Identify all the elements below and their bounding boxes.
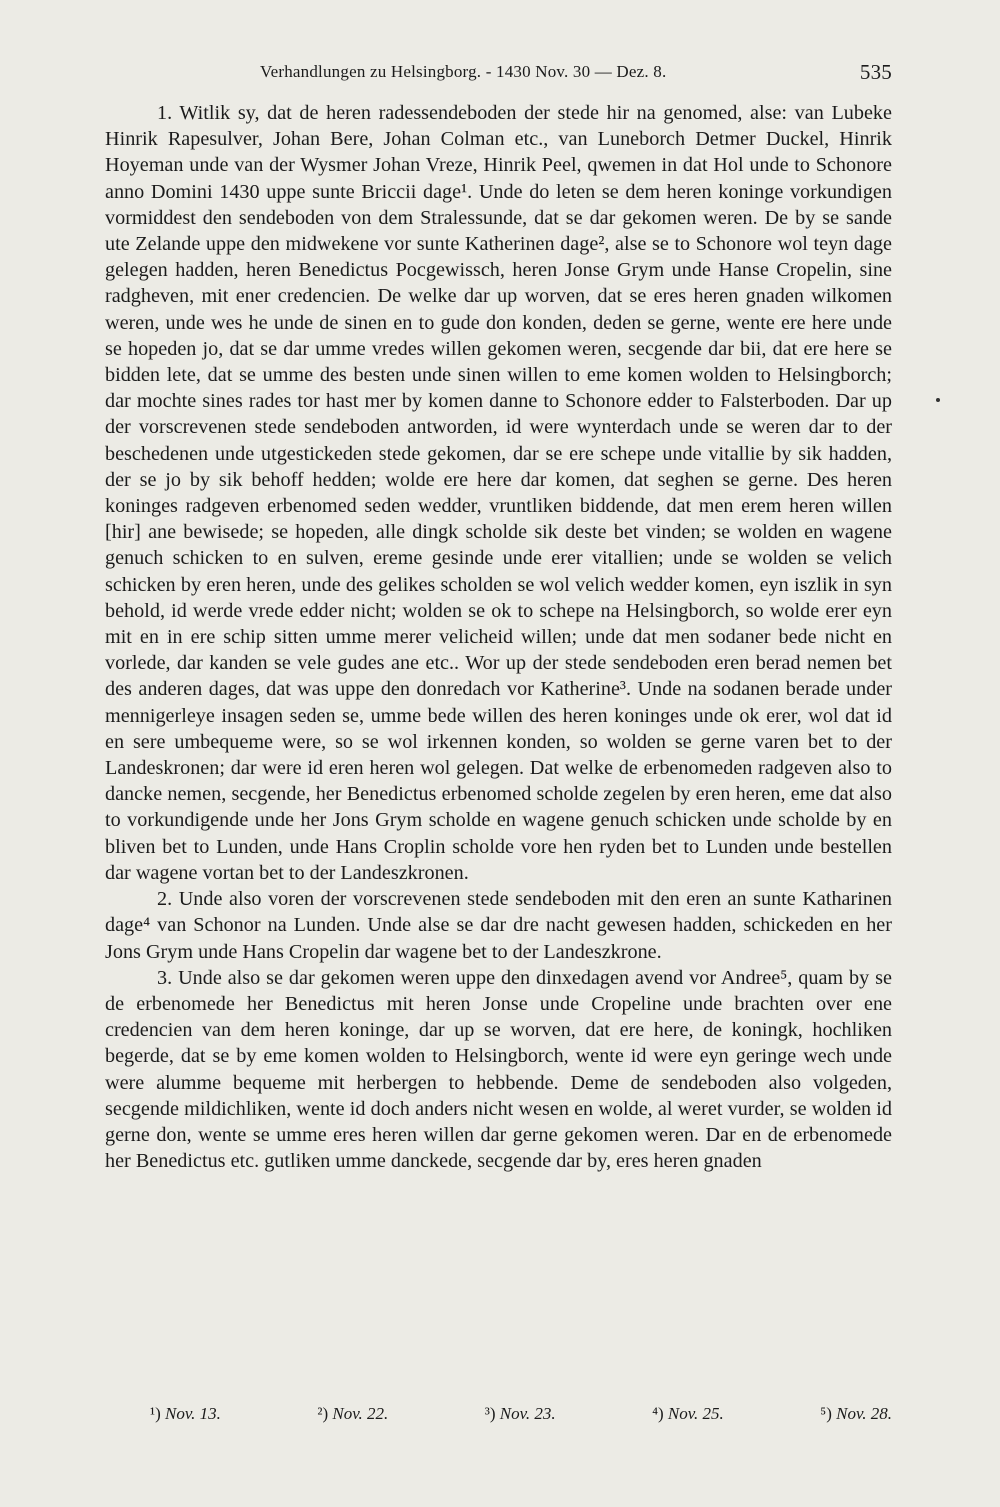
page-number: 535 xyxy=(859,60,892,84)
running-title: Verhandlungen zu Helsingborg. - 1430 Nov. 30 — Dez. 8. xyxy=(260,62,667,81)
footnote-mark: ²) xyxy=(317,1404,329,1423)
paragraph-2: 2. Unde also voren der vorscrevenen stede sendeboden mit den eren an sunte Katharinen dage⁴ van Schonor na Lunden. Unde alse se dar dre nacht gewesen hadden, schickeden en her Jons Grym unde Hans Cropelin dar wagene bet to der Landeszkrone. xyxy=(105,888,892,963)
footnotes xyxy=(150,1404,892,1424)
footnote-text: Nov. 22. xyxy=(332,1404,389,1423)
footnote-4 xyxy=(652,1404,724,1424)
body-text xyxy=(105,100,892,1174)
footnote-3 xyxy=(485,1404,556,1424)
page-header xyxy=(105,60,892,88)
footnote-mark: ⁴) xyxy=(652,1404,664,1423)
footnote-text: Nov. 28. xyxy=(836,1404,892,1423)
footnote-2 xyxy=(317,1404,388,1424)
footnote-5 xyxy=(820,1404,892,1424)
footnote-1 xyxy=(150,1404,221,1424)
footnote-text: Nov. 25. xyxy=(667,1404,724,1423)
footnote-mark: ³) xyxy=(484,1404,496,1423)
footnote-text: Nov. 23. xyxy=(499,1404,556,1423)
footnote-mark: ⁵) xyxy=(820,1404,832,1423)
paragraph-3: 3. Unde also se dar gekomen weren uppe den dinxedagen avend vor Andree⁵, quam by se de erbenomede her Benedictus mit heren Jonse unde Cropeline unde brachten over ene credencien van dem heren koninge, dar up se worven, dat ere here, de koningk, hochliken begerde, dat se by eme komen wolden to Helsingborch, wente id were eyn geringe wech unde were alumme bequeme mit herbergen to hebbende. Deme de sendeboden also volgeden, secgende mildichliken, wente id doch anders nicht wesen en wolde, al weret vurder, se wolden id gerne don, wente se umme eres heren willen dar gerne gekomen weren. Dar en de erbenomede her Benedictus etc. gutliken umme danckede, secgende dar by, eres heren gnaden xyxy=(105,966,892,1173)
paragraph-1: 1. Witlik sy, dat de heren radessendeboden der stede hir na genomed, alse: van Lubeke Hinrik Rapesulver, Johan Bere, Johan Colman etc., van Luneborch Detmer Duckel, Hinrik Hoyeman unde van der Wysmer Johan Vreze, Hinrik Peel, qwemen in dat Hol unde to Schonore anno Domini 1430 uppe sunte Briccii dage¹. Unde do leten se dem heren koninge vorkundigen vormiddest den sendeboden von dem Stralessunde, dat se dar gekomen weren. De by se sande ute Zelande uppe den midwekene vor sunte Katherinen dage², alse se to Schonore wol teyn dage gelegen hadden, heren Benedictus Pocgewissch, heren Jonse Grym unde Hanse Cropelin, sine radgheven, mit ener credencien. De welke dar up worven, dat se eres heren gnaden wilkomen weren, unde wes he unde de sinen en to gude don konden, deden se gerne, wente ere here unde se hopeden jo, dat se dar umme vredes willen gekomen weren, secgende dar bii, dat ere here se bidden lete, dat se umme des besten unde sinen willen to eme komen wolden to Helsingborch; dar mochte sines rades tor hast mer by komen danne to Schonore edder to Falsterboden. Dar up der vorscrevenen stede sendeboden antworden, id were wynterdach unde se weren dar to der beschedenen unde utgestickeden stede gekomen, dar se ere schepe unde vitallie by sik hadden, der se jo by sik behoff hedden; wolde ere here dar komen, dat seghen se gerne. Des heren koninges radgeven erbenomed seden wedder, vruntliken biddende, dat men erem heren willen [hir] ane bewisede; se hopeden, alle dingk scholde sik deste bet vinden; se wolden en wagene genuch schicken to en sulven, ereme gesinde unde erer vitallien; unde se wolden se velich schicken by eren heren, unde des gelikes scholden se wol velich wedder komen, eyn iszlik in syn behold, id werde vrede edder nicht; wolden se ok to schepe na Helsingborch, so wolde erer eyn mit en in ere schip sitten umme merer velicheid willen; unde dat men sodaner bede nicht en vorlede, dar kanden se vele gudes ane etc.. Wor up der stede sendeboden eren berad nemen bet des anderen dages, dat was uppe den donredach vor Katherine³. Unde na sodanen berade under mennigerleye insagen seden se, umme bede willen des heren koninges unde ok erer, wol dat id en sere umbequeme were, so se wol irkennen konden, so wolden se gerne varen bet to der Landeskronen; dar were id eren heren wol gelegen. Dat welke de erbenomeden radgeven also to dancke nemen, secgende, her Benedictus erbenomed scholde zegelen by eren heren, eme dat also to vorkundigende unde her Jons Grym scholde en wagene genuch schicken unde scholde by en bliven bet to Lunden, unde Hans Croplin scholde vore hen ryden bet to Lunden unde bestellen dar wagene vortan bet to der Landeszkronen. xyxy=(105,102,892,884)
footnote-mark: ¹) xyxy=(150,1404,161,1423)
print-speck xyxy=(936,398,940,402)
footnote-text: Nov. 13. xyxy=(165,1404,221,1423)
